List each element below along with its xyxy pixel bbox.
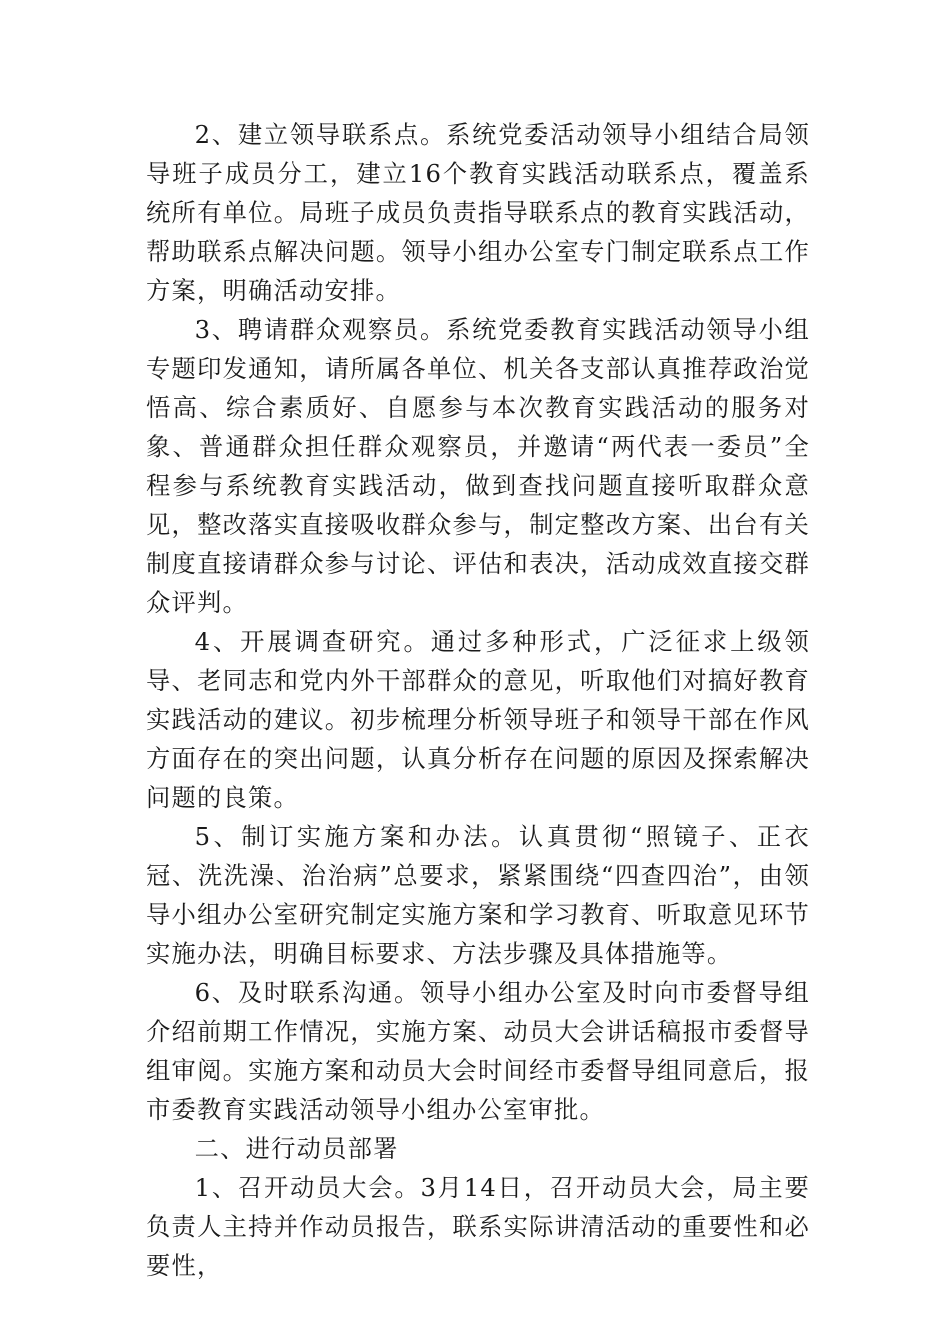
paragraph-mobilization-meeting: 1、召开动员大会。3月14日，召开动员大会，局主要负责人主持并作动员报告，联系实际讲清活动的重要性和必要性，	[146, 1173, 810, 1280]
paragraph-implementation-plan: 5、制订实施方案和办法。认真贯彻“照镜子、正衣冠、洗洗澡、治治病”总要求，紧紧围绕“四查四治”，由领导小组办公室研究制定实施方案和学习教育、听取意见环节实施办法，明确目标要求、方法步骤及具体措施等。	[146, 822, 810, 968]
paragraph-research: 4、开展调查研究。通过多种形式，广泛征求上级领导、老同志和党内外干部群众的意见，听取他们对搞好教育实践活动的建议。初步梳理分析领导班子和领导干部在作风方面存在的突出问题，认真分析存在问题的原因及探索解决问题的良策。	[146, 627, 810, 812]
paragraph-establish-contact-points: 2、建立领导联系点。系统党委活动领导小组结合局领导班子成员分工，建立16个教育实践活动联系点，覆盖系统所有单位。局班子成员负责指导联系点的教育实践活动，帮助联系点解决问题。领导小组办公室专门制定联系点工作方案，明确活动安排。	[146, 120, 810, 305]
section-heading-mobilization: 二、进行动员部署	[194, 1134, 399, 1163]
document-body	[146, 115, 810, 1285]
paragraph-hire-observers: 3、聘请群众观察员。系统党委教育实践活动领导小组专题印发通知，请所属各单位、机关各支部认真推荐政治觉悟高、综合素质好、自愿参与本次教育实践活动的服务对象、普通群众担任群众观察员，并邀请“两代表一委员”全程参与系统教育实践活动，做到查找问题直接听取群众意见，整改落实直接吸收群众参与，制定整改方案、出台有关制度直接请群众参与讨论、评估和表决，活动成效直接交群众评判。	[146, 315, 810, 617]
paragraph-communication: 6、及时联系沟通。领导小组办公室及时向市委督导组介绍前期工作情况，实施方案、动员大会讲话稿报市委督导组审阅。实施方案和动员大会时间经市委督导组同意后，报市委教育实践活动领导小组办公室审批。	[146, 978, 810, 1124]
